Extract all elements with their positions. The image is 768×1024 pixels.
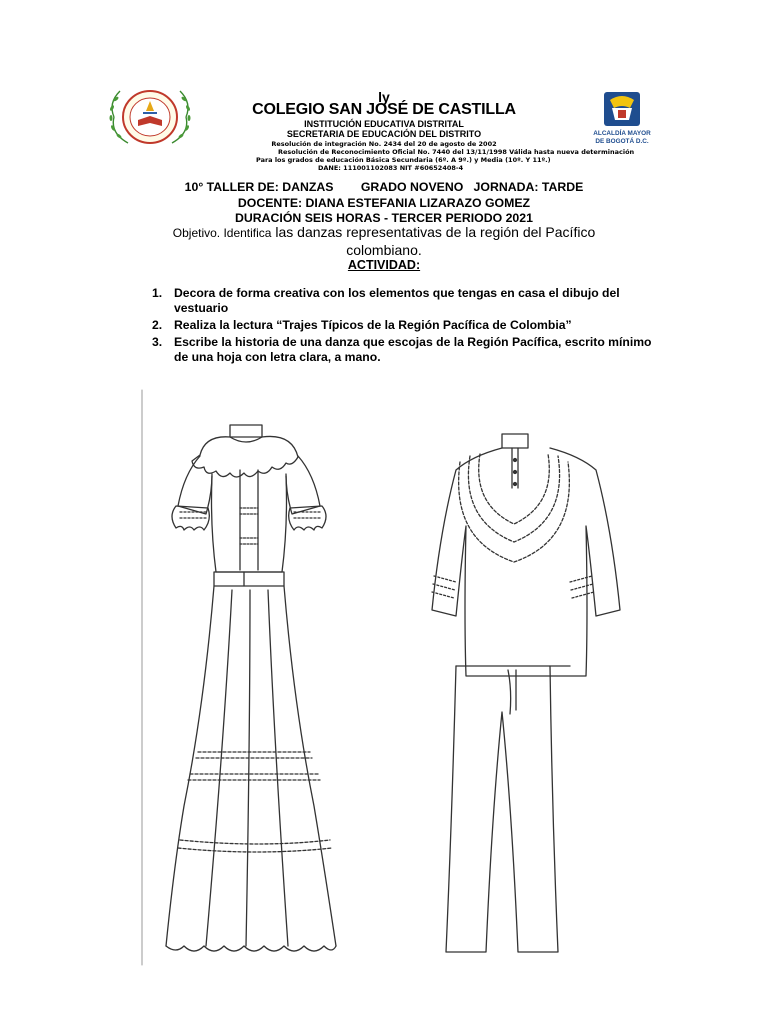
objective-prefix: Objetivo. Identifica (172, 226, 272, 240)
task-number: 1. (152, 286, 163, 300)
objective-line2: colombiano. (346, 242, 422, 258)
task-text: Realiza la lectura “Trajes Típicos de la Región Pacífica de Colombia” (174, 318, 572, 332)
resolucion-reconocimiento: Resolución de Reconocimiento Oficial No. 7440 del 13/11/1998 Válida hasta nueva determinación (278, 148, 635, 156)
info-line-duracion: DURACIÓN SEIS HORAS - TERCER PERIODO 2021 (235, 211, 533, 225)
resolucion-integracion: Resolución de integración No. 2434 del 20 de agosto de 2002 (271, 140, 497, 148)
task-text: Escribe la historia de una danza que escojas de la Región Pacífica, escrito mínimo de una hoja con letra clara, a mano. (174, 335, 652, 364)
school-name: COLEGIO SAN JOSÉ DE CASTILLA (252, 101, 516, 118)
task-number: 2. (152, 318, 163, 332)
task-text: Decora de forma creativa con los elementos que tengas en casa el dibujo del vestuario (174, 286, 620, 315)
task-number: 3. (152, 335, 163, 349)
info-line-docente: DOCENTE: DIANA ESTEFANIA LIZARAZO GOMEZ (237, 196, 531, 210)
task-list (152, 286, 652, 367)
institution-label: INSTITUCIÓN EDUCATIVA DISTRITAL (304, 119, 464, 129)
activity-title-text: ACTIVIDAD: (347, 258, 421, 272)
objective (0, 224, 768, 259)
info-line-taller: 10° TALLER DE: DANZAS GRADO NOVENO JORNADA: TARDE (184, 180, 584, 194)
suit-drawing (432, 434, 620, 952)
dress-drawing (166, 425, 336, 951)
bogota-line1: ALCALDÍA MAYOR (593, 130, 651, 137)
costume-drawing (140, 380, 640, 970)
list-item (152, 318, 652, 333)
objective-text: las danzas representativas de la región del Pacífico (271, 224, 596, 240)
grados-label: Para los grados de educación Básica Secundaria (6º. A 9º.) y Media (10º. Y 11º.) (256, 156, 551, 164)
activity-title (0, 258, 768, 272)
list-item (152, 335, 652, 365)
header-ly: ly (378, 89, 390, 105)
list-item (152, 286, 652, 316)
secretaria-label: SECRETARIA DE EDUCACIÓN DEL DISTRITO (286, 129, 482, 139)
dane-label: DANE: 111001102083 NIT #60652408-4 (318, 164, 464, 172)
bogota-line2: DE BOGOTÁ D.C. (595, 138, 649, 145)
